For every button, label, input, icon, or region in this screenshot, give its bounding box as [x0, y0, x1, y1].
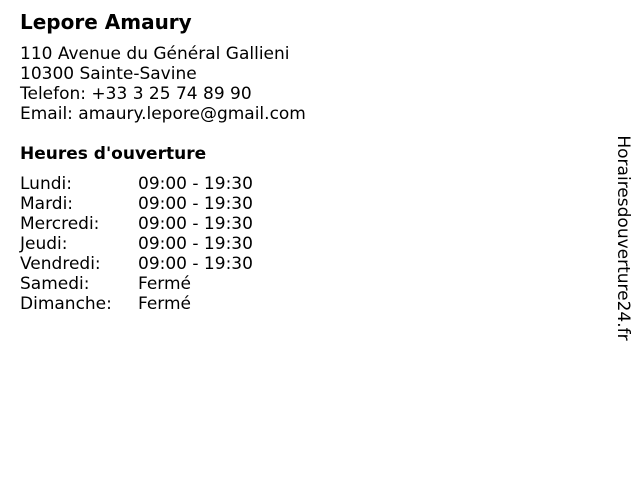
day-label: Dimanche: — [20, 294, 112, 314]
day-label: Mercredi: — [20, 214, 100, 234]
day-hours: 09:00 - 19:30 — [138, 234, 253, 254]
hours-row-sunday — [20, 294, 320, 314]
day-hours: Fermé — [138, 294, 192, 314]
opening-hours-table — [20, 174, 320, 314]
hours-row-saturday — [20, 274, 320, 294]
address-street: 110 Avenue du Général Gallieni — [20, 44, 290, 64]
day-hours: 09:00 - 19:30 — [138, 194, 253, 214]
opening-hours-title: Heures d'ouverture — [20, 144, 207, 164]
email-line: Email: amaury.lepore@gmail.com — [20, 104, 306, 124]
day-label: Jeudi: — [20, 234, 68, 254]
phone-line: Telefon: +33 3 25 74 89 90 — [20, 84, 252, 104]
hours-row-wednesday — [20, 214, 320, 234]
site-watermark: Horairesdouverture24.fr — [613, 135, 633, 341]
day-label: Vendredi: — [20, 254, 101, 274]
hours-row-monday — [20, 174, 320, 194]
hours-row-thursday — [20, 234, 320, 254]
day-hours: 09:00 - 19:30 — [138, 254, 253, 274]
contact-block — [20, 44, 306, 124]
business-name: Lepore Amaury — [20, 10, 192, 34]
hours-row-tuesday — [20, 194, 320, 214]
day-label: Samedi: — [20, 274, 90, 294]
address-city: 10300 Sainte-Savine — [20, 64, 197, 84]
day-hours: 09:00 - 19:30 — [138, 214, 253, 234]
day-hours: Fermé — [138, 274, 192, 294]
day-label: Mardi: — [20, 194, 74, 214]
day-hours: 09:00 - 19:30 — [138, 174, 253, 194]
hours-row-friday — [20, 254, 320, 274]
day-label: Lundi: — [20, 174, 72, 194]
